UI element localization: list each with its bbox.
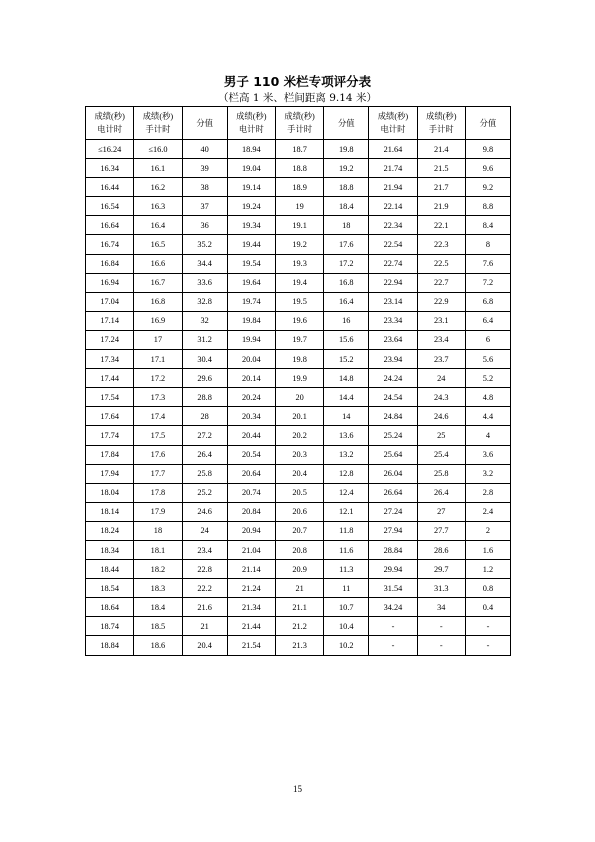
hand-time-cell-1: 16.1 — [134, 159, 182, 178]
hand-time-cell-2: 20.2 — [275, 426, 323, 445]
table-row — [86, 617, 511, 636]
table-row — [86, 159, 511, 178]
score-cell-3: 2.8 — [465, 483, 510, 502]
electronic-time-cell-3: 22.34 — [369, 216, 417, 235]
hand-time-cell-2: 20.5 — [275, 483, 323, 502]
electronic-time-cell-1: 16.34 — [86, 159, 134, 178]
electronic-time-cell-3: 26.04 — [369, 464, 417, 483]
table-row — [86, 178, 511, 197]
score-cell-2: 19.2 — [324, 159, 369, 178]
score-cell-1: 32 — [182, 311, 227, 330]
score-cell-2: 14 — [324, 407, 369, 426]
score-cell-3: 0.4 — [465, 598, 510, 617]
hand-time-cell-3: 25.8 — [417, 464, 465, 483]
hand-time-cell-2: 21.3 — [275, 636, 323, 655]
hand-time-cell-3: 25 — [417, 426, 465, 445]
hand-time-cell-1: 17.9 — [134, 502, 182, 521]
score-cell-3: 2 — [465, 521, 510, 540]
hand-time-cell-3: 24.3 — [417, 388, 465, 407]
hand-time-cell-2: 20.6 — [275, 502, 323, 521]
table-row — [86, 560, 511, 579]
header-score-3: 分值 — [465, 107, 510, 140]
score-cell-3: 6 — [465, 330, 510, 349]
score-cell-3: 0.8 — [465, 579, 510, 598]
score-cell-1: 21.6 — [182, 598, 227, 617]
hand-time-cell-1: 16.6 — [134, 254, 182, 273]
hand-time-cell-2: 19 — [275, 197, 323, 216]
score-cell-1: 37 — [182, 197, 227, 216]
table-row — [86, 311, 511, 330]
hand-time-cell-2: 20.7 — [275, 521, 323, 540]
score-cell-3: - — [465, 636, 510, 655]
hand-time-cell-2: 19.2 — [275, 235, 323, 254]
score-cell-3: 4.4 — [465, 407, 510, 426]
electronic-time-cell-3: 31.54 — [369, 579, 417, 598]
electronic-time-cell-1: 18.44 — [86, 560, 134, 579]
score-cell-3: 4.8 — [465, 388, 510, 407]
hand-time-cell-1: 17.5 — [134, 426, 182, 445]
table-row — [86, 464, 511, 483]
hand-time-cell-3: 31.3 — [417, 579, 465, 598]
header-row — [86, 107, 511, 140]
electronic-time-cell-2: 20.24 — [227, 388, 275, 407]
electronic-time-cell-1: 16.54 — [86, 197, 134, 216]
score-cell-1: 34.4 — [182, 254, 227, 273]
hand-time-cell-1: 16.3 — [134, 197, 182, 216]
electronic-time-cell-3: 22.14 — [369, 197, 417, 216]
hand-time-cell-1: 17.7 — [134, 464, 182, 483]
electronic-time-cell-3: 26.64 — [369, 483, 417, 502]
hand-time-cell-3: 21.5 — [417, 159, 465, 178]
hand-time-cell-1: 17 — [134, 330, 182, 349]
hand-time-cell-2: 19.4 — [275, 273, 323, 292]
header-electronic-time-2: 成绩(秒) 电计时 — [227, 107, 275, 140]
score-cell-2: 11.6 — [324, 540, 369, 559]
hand-time-cell-2: 21.2 — [275, 617, 323, 636]
hand-time-cell-2: 19.8 — [275, 350, 323, 369]
electronic-time-cell-3: 23.64 — [369, 330, 417, 349]
electronic-time-cell-1: 17.34 — [86, 350, 134, 369]
score-cell-1: 22.8 — [182, 560, 227, 579]
table-row — [86, 254, 511, 273]
electronic-time-cell-3: 23.34 — [369, 311, 417, 330]
header-hand-time-3: 成绩(秒) 手计时 — [417, 107, 465, 140]
score-cell-3: 3.2 — [465, 464, 510, 483]
table-row — [86, 636, 511, 655]
hand-time-cell-2: 19.7 — [275, 330, 323, 349]
hand-time-cell-2: 20.3 — [275, 445, 323, 464]
hand-time-cell-1: 17.8 — [134, 483, 182, 502]
score-cell-1: 21 — [182, 617, 227, 636]
electronic-time-cell-3: 27.94 — [369, 521, 417, 540]
electronic-time-cell-1: 18.64 — [86, 598, 134, 617]
electronic-time-cell-3: 21.74 — [369, 159, 417, 178]
header-hand-time-2: 成绩(秒) 手计时 — [275, 107, 323, 140]
electronic-time-cell-1: 17.24 — [86, 330, 134, 349]
hand-time-cell-3: 23.1 — [417, 311, 465, 330]
electronic-time-cell-1: 17.74 — [86, 426, 134, 445]
hand-time-cell-2: 19.9 — [275, 369, 323, 388]
hand-time-cell-3: 22.7 — [417, 273, 465, 292]
electronic-time-cell-1: 18.54 — [86, 579, 134, 598]
hand-time-cell-2: 20.4 — [275, 464, 323, 483]
hand-time-cell-1: 16.4 — [134, 216, 182, 235]
score-cell-2: 19.8 — [324, 140, 369, 159]
score-cell-3: 6.8 — [465, 292, 510, 311]
electronic-time-cell-3: 27.24 — [369, 502, 417, 521]
hand-time-cell-3: 22.3 — [417, 235, 465, 254]
electronic-time-cell-2: 20.04 — [227, 350, 275, 369]
table-row — [86, 598, 511, 617]
table-row — [86, 330, 511, 349]
score-cell-1: 25.2 — [182, 483, 227, 502]
electronic-time-cell-2: 20.94 — [227, 521, 275, 540]
header-score-1: 分值 — [182, 107, 227, 140]
electronic-time-cell-3: 22.74 — [369, 254, 417, 273]
hand-time-cell-1: 18 — [134, 521, 182, 540]
score-cell-2: 16.4 — [324, 292, 369, 311]
score-cell-3: 9.8 — [465, 140, 510, 159]
electronic-time-cell-2: 19.64 — [227, 273, 275, 292]
page-number: 15 — [293, 784, 302, 794]
score-cell-3: 1.2 — [465, 560, 510, 579]
header-score-2: 分值 — [324, 107, 369, 140]
electronic-time-cell-3: 34.24 — [369, 598, 417, 617]
hand-time-cell-3: 24.6 — [417, 407, 465, 426]
score-cell-3: 8.8 — [465, 197, 510, 216]
hand-time-cell-3: - — [417, 636, 465, 655]
electronic-time-cell-2: 21.44 — [227, 617, 275, 636]
score-cell-1: 35.2 — [182, 235, 227, 254]
electronic-time-cell-2: 20.14 — [227, 369, 275, 388]
table-row — [86, 407, 511, 426]
hand-time-cell-1: 16.2 — [134, 178, 182, 197]
score-cell-1: 28 — [182, 407, 227, 426]
hand-time-cell-3: 34 — [417, 598, 465, 617]
hand-time-cell-3: 23.4 — [417, 330, 465, 349]
hand-time-cell-1: 16.7 — [134, 273, 182, 292]
score-cell-2: 14.8 — [324, 369, 369, 388]
score-cell-1: 38 — [182, 178, 227, 197]
score-cell-2: 13.2 — [324, 445, 369, 464]
score-cell-2: 10.7 — [324, 598, 369, 617]
electronic-time-cell-3: 25.64 — [369, 445, 417, 464]
electronic-time-cell-2: 20.74 — [227, 483, 275, 502]
score-cell-2: 18.8 — [324, 178, 369, 197]
table-row — [86, 388, 511, 407]
score-cell-1: 22.2 — [182, 579, 227, 598]
table-row — [86, 216, 511, 235]
electronic-time-cell-1: 17.94 — [86, 464, 134, 483]
score-cell-1: 20.4 — [182, 636, 227, 655]
hand-time-cell-1: 17.4 — [134, 407, 182, 426]
electronic-time-cell-1: 16.94 — [86, 273, 134, 292]
table-row — [86, 369, 511, 388]
score-cell-2: 18 — [324, 216, 369, 235]
hand-time-cell-3: 21.9 — [417, 197, 465, 216]
hand-time-cell-2: 20.9 — [275, 560, 323, 579]
electronic-time-cell-1: 18.04 — [86, 483, 134, 502]
score-cell-2: 11.3 — [324, 560, 369, 579]
electronic-time-cell-3: - — [369, 636, 417, 655]
header-hand-time-1: 成绩(秒) 手计时 — [134, 107, 182, 140]
score-cell-2: 18.4 — [324, 197, 369, 216]
hand-time-cell-1: 17.1 — [134, 350, 182, 369]
electronic-time-cell-1: 17.04 — [86, 292, 134, 311]
score-cell-1: 25.8 — [182, 464, 227, 483]
score-cell-2: 13.6 — [324, 426, 369, 445]
table-row — [86, 197, 511, 216]
electronic-time-cell-2: 19.44 — [227, 235, 275, 254]
score-cell-1: 32.8 — [182, 292, 227, 311]
electronic-time-cell-2: 21.04 — [227, 540, 275, 559]
hand-time-cell-3: 24 — [417, 369, 465, 388]
hand-time-cell-1: 16.5 — [134, 235, 182, 254]
table-row — [86, 292, 511, 311]
hand-time-cell-3: 25.4 — [417, 445, 465, 464]
score-cell-3: 7.2 — [465, 273, 510, 292]
score-table-body — [86, 140, 511, 656]
hand-time-cell-1: 18.3 — [134, 579, 182, 598]
score-cell-1: 29.6 — [182, 369, 227, 388]
table-row — [86, 521, 511, 540]
score-table — [85, 106, 511, 656]
electronic-time-cell-3: 21.94 — [369, 178, 417, 197]
electronic-time-cell-3: - — [369, 617, 417, 636]
hand-time-cell-3: 26.4 — [417, 483, 465, 502]
hand-time-cell-1: 16.8 — [134, 292, 182, 311]
hand-time-cell-1: 16.9 — [134, 311, 182, 330]
hand-time-cell-2: 19.5 — [275, 292, 323, 311]
score-cell-2: 17.6 — [324, 235, 369, 254]
score-cell-1: 24 — [182, 521, 227, 540]
hand-time-cell-2: 18.9 — [275, 178, 323, 197]
electronic-time-cell-3: 24.54 — [369, 388, 417, 407]
hand-time-cell-2: 19.6 — [275, 311, 323, 330]
electronic-time-cell-3: 24.24 — [369, 369, 417, 388]
score-cell-2: 14.4 — [324, 388, 369, 407]
score-cell-1: 26.4 — [182, 445, 227, 464]
electronic-time-cell-1: ≤16.24 — [86, 140, 134, 159]
electronic-time-cell-3: 21.64 — [369, 140, 417, 159]
score-cell-1: 24.6 — [182, 502, 227, 521]
electronic-time-cell-1: 18.24 — [86, 521, 134, 540]
hand-time-cell-3: 28.6 — [417, 540, 465, 559]
score-cell-3: 4 — [465, 426, 510, 445]
electronic-time-cell-1: 17.54 — [86, 388, 134, 407]
hand-time-cell-2: 18.8 — [275, 159, 323, 178]
electronic-time-cell-2: 19.34 — [227, 216, 275, 235]
score-cell-1: 27.2 — [182, 426, 227, 445]
hand-time-cell-3: 21.7 — [417, 178, 465, 197]
score-cell-3: 5.6 — [465, 350, 510, 369]
electronic-time-cell-1: 18.84 — [86, 636, 134, 655]
table-row — [86, 273, 511, 292]
electronic-time-cell-3: 22.94 — [369, 273, 417, 292]
hand-time-cell-3: 22.5 — [417, 254, 465, 273]
hand-time-cell-2: 20.1 — [275, 407, 323, 426]
table-row — [86, 502, 511, 521]
electronic-time-cell-2: 21.24 — [227, 579, 275, 598]
hand-time-cell-1: 18.1 — [134, 540, 182, 559]
electronic-time-cell-3: 23.94 — [369, 350, 417, 369]
score-cell-3: 8.4 — [465, 216, 510, 235]
score-cell-1: 39 — [182, 159, 227, 178]
table-row — [86, 235, 511, 254]
score-cell-1: 23.4 — [182, 540, 227, 559]
score-cell-1: 28.8 — [182, 388, 227, 407]
hand-time-cell-1: 18.5 — [134, 617, 182, 636]
electronic-time-cell-2: 18.94 — [227, 140, 275, 159]
hand-time-cell-3: 27.7 — [417, 521, 465, 540]
electronic-time-cell-3: 22.54 — [369, 235, 417, 254]
table-row — [86, 445, 511, 464]
score-cell-3: 6.4 — [465, 311, 510, 330]
table-row — [86, 579, 511, 598]
score-cell-2: 17.2 — [324, 254, 369, 273]
electronic-time-cell-1: 16.44 — [86, 178, 134, 197]
score-cell-1: 36 — [182, 216, 227, 235]
hand-time-cell-1: 17.6 — [134, 445, 182, 464]
document-title: 男子 110 米栏专项评分表 — [223, 74, 372, 89]
header-electronic-time-3: 成绩(秒) 电计时 — [369, 107, 417, 140]
electronic-time-cell-1: 17.64 — [86, 407, 134, 426]
electronic-time-cell-2: 19.84 — [227, 311, 275, 330]
document-subtitle: （栏高 1 米、栏间距离 9.14 米） — [218, 92, 377, 104]
electronic-time-cell-3: 23.14 — [369, 292, 417, 311]
header-electronic-time-1: 成绩(秒) 电计时 — [86, 107, 134, 140]
electronic-time-cell-2: 20.44 — [227, 426, 275, 445]
hand-time-cell-1: 18.4 — [134, 598, 182, 617]
score-cell-3: 9.6 — [465, 159, 510, 178]
score-cell-2: 16 — [324, 311, 369, 330]
hand-time-cell-2: 20 — [275, 388, 323, 407]
hand-time-cell-2: 19.3 — [275, 254, 323, 273]
score-cell-3: 2.4 — [465, 502, 510, 521]
hand-time-cell-1: 17.2 — [134, 369, 182, 388]
score-cell-3: 7.6 — [465, 254, 510, 273]
table-row — [86, 483, 511, 502]
hand-time-cell-3: 22.1 — [417, 216, 465, 235]
score-cell-2: 10.4 — [324, 617, 369, 636]
score-cell-1: 33.6 — [182, 273, 227, 292]
table-row — [86, 540, 511, 559]
score-cell-1: 31.2 — [182, 330, 227, 349]
electronic-time-cell-3: 28.84 — [369, 540, 417, 559]
table-row — [86, 140, 511, 159]
hand-time-cell-3: 27 — [417, 502, 465, 521]
hand-time-cell-3: 23.7 — [417, 350, 465, 369]
hand-time-cell-1: 18.2 — [134, 560, 182, 579]
electronic-time-cell-1: 16.84 — [86, 254, 134, 273]
score-cell-3: - — [465, 617, 510, 636]
electronic-time-cell-2: 19.24 — [227, 197, 275, 216]
electronic-time-cell-1: 18.14 — [86, 502, 134, 521]
score-cell-2: 15.2 — [324, 350, 369, 369]
electronic-time-cell-1: 16.64 — [86, 216, 134, 235]
hand-time-cell-1: 18.6 — [134, 636, 182, 655]
score-cell-2: 15.6 — [324, 330, 369, 349]
table-row — [86, 350, 511, 369]
score-cell-3: 1.6 — [465, 540, 510, 559]
hand-time-cell-3: 29.7 — [417, 560, 465, 579]
electronic-time-cell-2: 21.34 — [227, 598, 275, 617]
score-cell-3: 5.2 — [465, 369, 510, 388]
electronic-time-cell-1: 17.14 — [86, 311, 134, 330]
score-cell-2: 16.8 — [324, 273, 369, 292]
electronic-time-cell-1: 17.44 — [86, 369, 134, 388]
electronic-time-cell-1: 18.74 — [86, 617, 134, 636]
electronic-time-cell-3: 29.94 — [369, 560, 417, 579]
score-cell-1: 40 — [182, 140, 227, 159]
electronic-time-cell-1: 18.34 — [86, 540, 134, 559]
score-cell-2: 12.4 — [324, 483, 369, 502]
hand-time-cell-1: 17.3 — [134, 388, 182, 407]
electronic-time-cell-1: 17.84 — [86, 445, 134, 464]
hand-time-cell-2: 21.1 — [275, 598, 323, 617]
hand-time-cell-1: ≤16.0 — [134, 140, 182, 159]
score-cell-3: 9.2 — [465, 178, 510, 197]
hand-time-cell-3: - — [417, 617, 465, 636]
electronic-time-cell-3: 25.24 — [369, 426, 417, 445]
score-table-header — [86, 107, 511, 140]
score-cell-2: 12.1 — [324, 502, 369, 521]
score-cell-2: 11 — [324, 579, 369, 598]
electronic-time-cell-3: 24.84 — [369, 407, 417, 426]
hand-time-cell-2: 20.8 — [275, 540, 323, 559]
electronic-time-cell-1: 16.74 — [86, 235, 134, 254]
electronic-time-cell-2: 19.94 — [227, 330, 275, 349]
electronic-time-cell-2: 19.74 — [227, 292, 275, 311]
hand-time-cell-2: 21 — [275, 579, 323, 598]
electronic-time-cell-2: 20.54 — [227, 445, 275, 464]
electronic-time-cell-2: 21.54 — [227, 636, 275, 655]
score-cell-3: 3.6 — [465, 445, 510, 464]
score-cell-1: 30.4 — [182, 350, 227, 369]
score-cell-3: 8 — [465, 235, 510, 254]
electronic-time-cell-2: 20.64 — [227, 464, 275, 483]
score-cell-2: 10.2 — [324, 636, 369, 655]
electronic-time-cell-2: 20.34 — [227, 407, 275, 426]
electronic-time-cell-2: 21.14 — [227, 560, 275, 579]
hand-time-cell-2: 18.7 — [275, 140, 323, 159]
electronic-time-cell-2: 19.04 — [227, 159, 275, 178]
score-cell-2: 12.8 — [324, 464, 369, 483]
electronic-time-cell-2: 19.54 — [227, 254, 275, 273]
hand-time-cell-2: 19.1 — [275, 216, 323, 235]
score-cell-2: 11.8 — [324, 521, 369, 540]
electronic-time-cell-2: 20.84 — [227, 502, 275, 521]
hand-time-cell-3: 22.9 — [417, 292, 465, 311]
hand-time-cell-3: 21.4 — [417, 140, 465, 159]
table-row — [86, 426, 511, 445]
electronic-time-cell-2: 19.14 — [227, 178, 275, 197]
